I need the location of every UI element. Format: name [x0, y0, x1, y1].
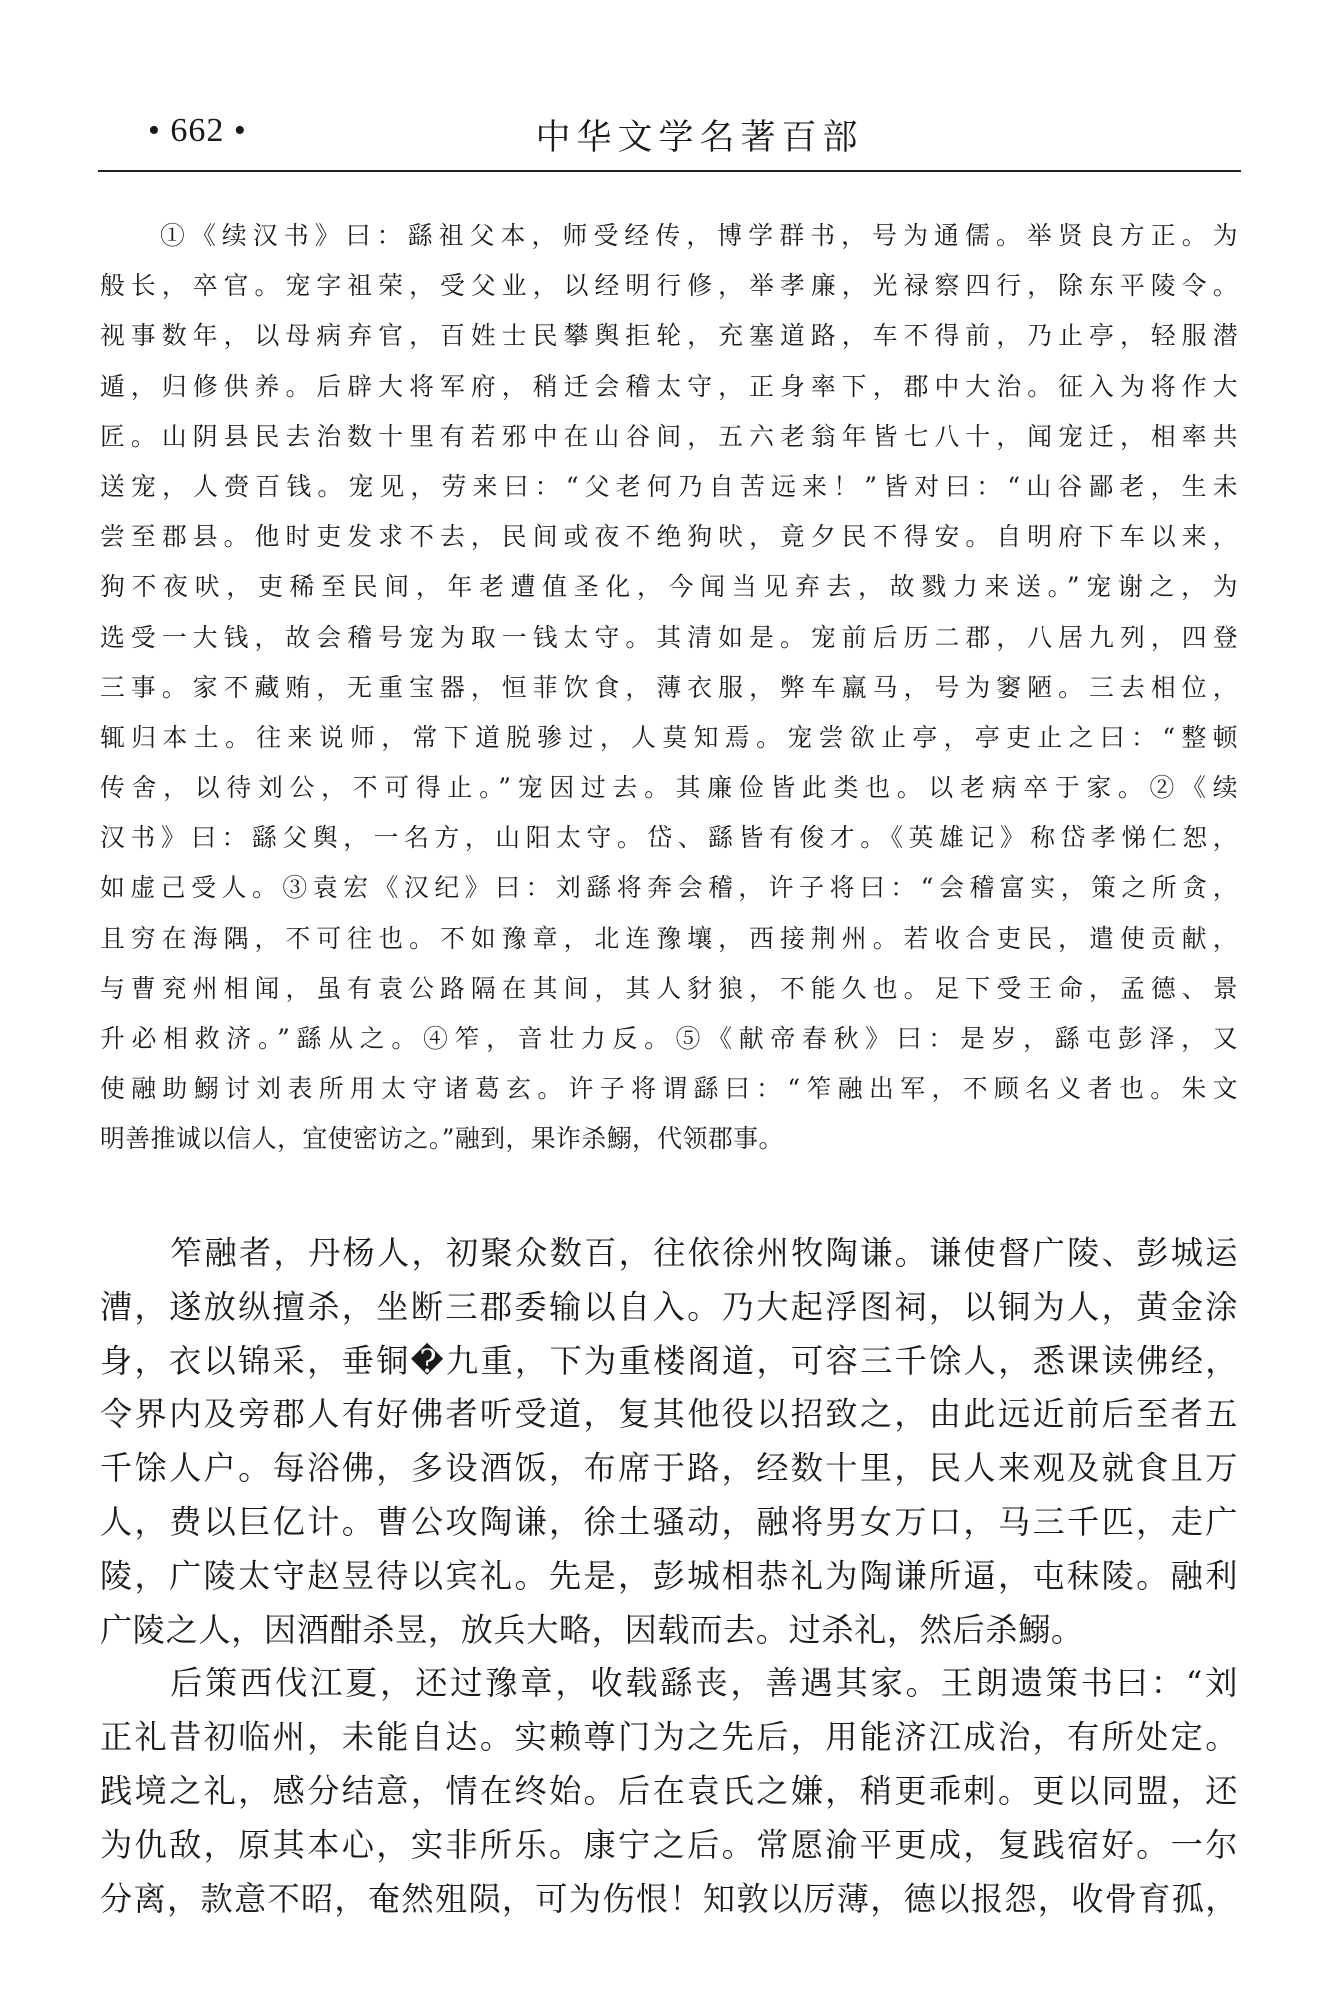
note-line: 三事。家不藏贿，无重宝器，恒菲饮食，薄衣服，弊车羸马，号为窭陋。三去相位，: [100, 672, 1238, 702]
running-header: [98, 108, 1241, 168]
text-line: 人，费以巨亿计。曹公攻陶谦，徐土骚动，融将男女万口，马三千匹，走广: [100, 1502, 1238, 1541]
note-line: 明善推诚以信人，宜使密访之。”融到，果诈杀鰯，代领郡事。: [100, 1124, 784, 1154]
note-line: 视事数年，以母病弃官，百姓士民攀舆拒轮，充塞道路，车不得前，乃止亭，轻服潜: [100, 321, 1238, 351]
text-line: 分离，款意不昭，奄然殂陨，可为伤恨！知敦以厉薄，德以报怨，收骨育孤，: [100, 1879, 1238, 1918]
note-line: 使融助鰯讨刘表所用太守诸葛玄。许子将谓繇曰：“笮融出军，不顾名义者也。朱文: [100, 1074, 1238, 1104]
header-rule: [98, 170, 1241, 172]
note-line: 送宠，人赍百钱。宠见，劳来曰：“父老何乃自苦远来！”皆对曰：“山谷鄙老，生未: [100, 471, 1238, 501]
note-line: 选受一大钱，故会稽号宠为取一钱太守。其清如是。宠前后历二郡，八居九列，四登: [100, 622, 1238, 652]
text-line: 身，衣以锦采，垂铜�九重，下为重楼阁道，可容三千馀人，悉课读佛经，: [100, 1341, 1238, 1380]
note-line: 辄归本土。往来说师，常下道脱骖过，人莫知焉。宠尝欲止亭，亭吏止之曰：“整顿: [100, 722, 1238, 752]
text-line: 陵，广陵太守赵昱待以宾礼。先是，彭城相恭礼为陶谦所逼，屯秣陵。融利: [100, 1556, 1238, 1595]
body-paragraph-2: [100, 1657, 1238, 1926]
note-line: 匠。山阴县民去治数十里有若邪中在山谷间，五六老翁年皆七八十，闻宠迁，相率共: [100, 421, 1238, 451]
text-line: 笮融者，丹杨人，初聚众数百，往依徐州牧陶谦。谦使督广陵、彭城运: [170, 1234, 1238, 1272]
annotation-notes: [100, 211, 1238, 1165]
note-line: 般长，卒官。宠字祖荣，受父业，以经明行修，举孝廉，光禄察四行，除东平陵令。: [100, 271, 1238, 301]
note-line: 遁，归修供养。后辟大将军府，稍迁会稽太守，正身率下，郡中大治。征入为将作大: [100, 371, 1238, 401]
page-number: • 662 •: [148, 112, 247, 149]
note-line: 狗不夜吠，吏稀至民间，年老遭值圣化，今闻当见弃去，故戮力来送。”宠谢之，为: [100, 572, 1238, 602]
note-line: ①《续汉书》曰：繇祖父本，师受经传，博学群书，号为通儒。举贤良方正。为: [160, 221, 1238, 250]
text-line: 令界内及旁郡人有好佛者听受道，复其他役以招致之，由此远近前后至者五: [100, 1395, 1238, 1434]
text-line: 千馀人户。每浴佛，多设酒饭，布席于路，经数十里，民人来观及就食且万: [100, 1449, 1238, 1488]
text-line: 广陵之人，因酒酣杀昱，放兵大略，因载而去。过杀礼，然后杀鰯。: [100, 1610, 1084, 1649]
text-line: 后策西伐江夏，还过豫章，收载繇丧，善遇其家。王朗遗策书曰：“刘: [170, 1664, 1238, 1703]
text-line: 正礼昔初临州，未能自达。实赖尊门为之先后，用能济江成治，有所处定。: [100, 1718, 1238, 1757]
main-text: [100, 1227, 1238, 1926]
note-line: 且穷在海隅，不可往也。不如豫章，北连豫壤，西接荆州。若收合吏民，遣使贡献，: [100, 923, 1238, 953]
note-line: 如虚己受人。③袁宏《汉纪》曰：刘繇将奔会稽，许子将曰：“会稽富实，策之所贪，: [100, 873, 1238, 903]
note-line: 升必相救济。”繇从之。④笮，音壮力反。⑤《献帝春秋》曰：是岁，繇屯彭泽，又: [100, 1024, 1238, 1053]
text-line: 践境之礼，感分结意，情在终始。后在袁氏之嫌，稍更乖剌。更以同盟，还: [100, 1771, 1238, 1810]
note-line: 汉书》曰：繇父舆，一名方，山阳太守。岱、繇皆有俊才。《英雄记》称岱孝悌仁恕，: [100, 823, 1238, 853]
note-line: 与曹兖州相闻，虽有袁公路隔在其间，其人豺狼，不能久也。足下受王命，孟德、景: [100, 973, 1238, 1003]
text-line: 为仇敌，原其本心，实非所乐。康宁之后。常愿渝平更成，复践宿好。一尔: [100, 1825, 1238, 1864]
body-paragraph-1: [100, 1227, 1238, 1657]
text-line: 漕，遂放纵擅杀，坐断三郡委输以自入。乃大起浮图祠，以铜为人，黄金涂: [100, 1287, 1238, 1326]
book-title: 中华文学名著百部: [535, 118, 864, 158]
note-line: 传舍，以待刘公，不可得止。”宠因过去。其廉俭皆此类也。以老病卒于家。②《续: [100, 773, 1238, 803]
note-line: 尝至郡县。他时吏发求不去，民间或夜不绝狗吠，竟夕民不得安。自明府下车以来，: [100, 522, 1238, 552]
